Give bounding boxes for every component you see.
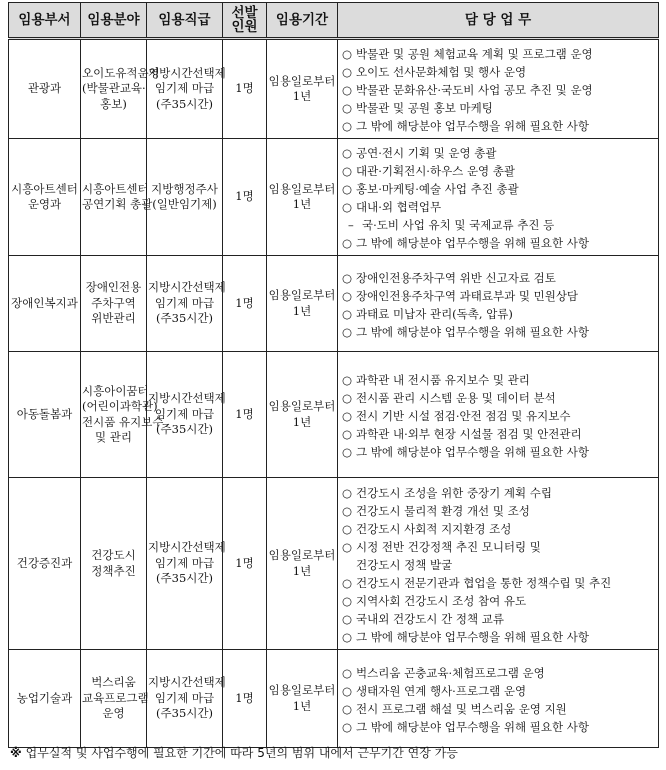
circle-bullet-icon: ○ — [342, 372, 353, 387]
duty-item — [342, 700, 656, 718]
duty-item — [342, 287, 656, 305]
grade-cell-line: 지방시간선택제 — [148, 280, 226, 295]
grade-cell — [147, 650, 226, 748]
department-cell-line: 농업기술과 — [16, 690, 73, 705]
duty-text: 지역사회 건강도시 조성 참여 유도 — [356, 593, 527, 608]
duty-item — [342, 610, 656, 628]
department-cell-line: 운영과 — [27, 197, 62, 211]
duty-text: 박물관 및 공원 홍보 마케팅 — [356, 101, 493, 115]
period-cell-line: 1년 — [292, 414, 312, 429]
department-cell-line: 시흥아트센터 — [11, 181, 78, 196]
duty-item — [342, 520, 656, 538]
circle-bullet-icon: ○ — [342, 200, 353, 214]
period-cell-line: 1년 — [292, 698, 312, 713]
table-row — [9, 352, 659, 478]
field-cell-line: 공연기획 총괄 — [82, 197, 153, 211]
circle-bullet-icon: ○ — [342, 270, 353, 285]
period-cell-line: 임용일로부터 — [268, 73, 336, 88]
department-cell-line: 장애인복지과 — [11, 295, 78, 310]
duty-item — [342, 371, 656, 389]
grade-cell-line: 지방시간선택제 — [148, 391, 226, 406]
duty-text: 국·도비 사업 유치 및 국제교류 추진 등 — [362, 218, 555, 232]
count-cell: 1명 — [223, 139, 267, 256]
duty-text: 대내·외 협력업무 — [356, 200, 442, 214]
field-cell-line: (박물관교육· — [82, 81, 146, 96]
duty-text: 그 밖에 해당분야 업무수행을 위해 필요한 사항 — [356, 236, 590, 250]
duty-item — [342, 682, 656, 700]
circle-bullet-icon: ○ — [342, 611, 353, 626]
circle-bullet-icon: ○ — [342, 701, 353, 716]
duty-text: 홍보·마케팅·예술 사업 추진 총괄 — [356, 182, 519, 196]
count-cell: 1명 — [223, 478, 267, 650]
duties-cell — [338, 478, 659, 650]
duty-text: 과태료 미납자 관리(독촉, 압류) — [356, 306, 513, 321]
field-cell — [81, 352, 164, 478]
department-cell — [9, 256, 81, 352]
circle-bullet-icon: ○ — [342, 236, 353, 250]
duty-text: 벅스리움 곤충교육·체험프로그램 운영 — [356, 665, 545, 680]
department-cell — [9, 139, 81, 256]
duty-item — [342, 117, 656, 135]
duty-text: 시정 전반 건강정책 추진 모니터링 및 — [356, 539, 541, 554]
period-cell — [267, 650, 338, 748]
duties-cell — [338, 139, 659, 256]
footnote — [10, 744, 660, 761]
duty-text: 그 밖에 해당분야 업무수행을 위해 필요한 사항 — [356, 444, 590, 459]
circle-bullet-icon: ○ — [342, 83, 353, 97]
table-row — [9, 39, 659, 139]
grade-cell-line: 임기제 마급 — [154, 555, 215, 570]
department-cell-line: 아동돌봄과 — [16, 406, 73, 421]
circle-bullet-icon: ○ — [342, 47, 353, 61]
duty-item — [342, 323, 656, 341]
duty-item — [342, 538, 656, 556]
circle-bullet-icon: ○ — [342, 629, 353, 644]
table-row — [9, 256, 659, 352]
period-cell — [267, 478, 338, 650]
dash-bullet-icon: – — [348, 218, 354, 232]
duty-text: 과학관 내 전시품 유지보수 및 관리 — [356, 372, 530, 387]
grade-cell-line: (주35시간) — [156, 571, 213, 586]
duty-item — [342, 45, 656, 63]
duty-text: 과학관 내·외부 현장 시설물 점검 및 안전관리 — [356, 426, 582, 441]
circle-bullet-icon: ○ — [342, 408, 353, 423]
field-cell-line: (어린이과학관) — [82, 399, 158, 413]
header-duties: 담 당 업 무 — [338, 3, 659, 39]
period-cell — [267, 39, 338, 139]
table-row — [9, 139, 659, 256]
grade-cell-line: 지방시간선택제 — [148, 65, 226, 80]
duty-item — [342, 269, 656, 287]
duties-cell — [338, 650, 659, 748]
department-cell — [9, 650, 81, 748]
duty-text: 대관·기획전시·하우스 운영 총괄 — [356, 164, 516, 178]
duty-item — [342, 144, 656, 162]
circle-bullet-icon: ○ — [342, 288, 353, 303]
duties-cell — [338, 256, 659, 352]
table-header-row — [9, 3, 659, 39]
grade-cell-line: 임기제 마급 — [154, 690, 215, 705]
grade-cell-line: (주35시간) — [156, 96, 213, 111]
field-cell-line: 주차구역 — [91, 295, 136, 310]
circle-bullet-icon: ○ — [342, 503, 353, 518]
circle-bullet-icon: ○ — [342, 593, 353, 608]
duty-text: 그 밖에 해당분야 업무수행을 위해 필요한 사항 — [356, 119, 590, 133]
duties-cell — [338, 39, 659, 139]
header-department: 임용부서 — [9, 3, 81, 39]
duty-item — [342, 407, 656, 425]
field-cell-line: 정책추진 — [91, 563, 136, 578]
department-cell-line: 건강증진과 — [16, 555, 73, 570]
duty-text: 건강도시 사회적 지지환경 조성 — [356, 521, 512, 536]
duty-item — [342, 664, 656, 682]
recruitment-table — [8, 2, 659, 748]
duty-text: 건강도시 물리적 환경 개선 및 조성 — [356, 503, 530, 518]
circle-bullet-icon: ○ — [342, 182, 353, 196]
duty-text: 건강도시 조성을 위한 중장기 계획 수립 — [356, 485, 553, 500]
table-row — [9, 478, 659, 650]
field-cell-line: 전시품 유지보수 — [82, 414, 164, 429]
circle-bullet-icon: ○ — [342, 119, 353, 133]
duty-item — [342, 592, 656, 610]
duty-text: 박물관 문화유산·국도비 사업 공모 추진 및 운영 — [356, 83, 593, 97]
grade-cell-line: (주35시간) — [156, 706, 213, 721]
grade-cell — [147, 352, 226, 478]
duty-item — [342, 180, 656, 198]
field-cell-line: 건강도시 — [91, 548, 136, 562]
field-cell-line: 교육프로그램 — [82, 690, 149, 705]
grade-cell-line: (일반임기제) — [152, 197, 217, 211]
duty-text: 국내외 건강도시 간 정책 교류 — [356, 611, 504, 626]
circle-bullet-icon: ○ — [342, 426, 353, 441]
period-cell-line: 1년 — [292, 197, 312, 211]
header-grade: 임용직급 — [147, 3, 223, 39]
circle-bullet-icon: ○ — [342, 306, 353, 321]
field-cell-line: 벅스리움 — [91, 675, 136, 690]
period-cell-line: 임용일로부터 — [268, 288, 336, 302]
grade-cell — [147, 139, 223, 256]
duty-item — [342, 198, 656, 216]
field-cell-line: 시흥아이꿈터 — [82, 383, 149, 398]
duty-item — [342, 81, 656, 99]
circle-bullet-icon: ○ — [342, 539, 353, 554]
duty-text: 장애인전용주차구역 과태료부과 및 민원상담 — [356, 288, 579, 303]
duty-item — [342, 718, 656, 736]
count-cell: 1명 — [223, 256, 267, 352]
circle-bullet-icon: ○ — [342, 665, 353, 680]
count-cell: 1명 — [223, 352, 267, 478]
field-cell-line: 위반관리 — [91, 311, 136, 326]
circle-bullet-icon: ○ — [342, 324, 353, 339]
circle-bullet-icon: ○ — [342, 65, 353, 79]
field-cell — [81, 650, 147, 748]
department-cell — [9, 478, 81, 650]
count-cell: 1명 — [223, 650, 267, 748]
field-cell-line: 장애인전용 — [85, 280, 142, 295]
grade-cell — [147, 39, 226, 139]
duty-item — [342, 305, 656, 323]
duty-item — [342, 389, 656, 407]
circle-bullet-icon: ○ — [342, 521, 353, 536]
duty-text: 건강도시 정책 발굴 — [356, 557, 453, 572]
circle-bullet-icon: ○ — [342, 444, 353, 459]
field-cell-line: 오이도유적운영 — [82, 65, 160, 80]
duty-text: 박물관 및 공원 체험교육 계획 및 프로그램 운영 — [356, 47, 593, 61]
grade-cell-line: 임기제 마급 — [154, 81, 215, 96]
footnote-mark: ※ — [10, 746, 22, 760]
duty-item — [342, 99, 656, 117]
department-cell-line: 관광과 — [27, 81, 62, 96]
duty-text: 건강도시 전문기관과 협업을 통한 정책수립 및 추진 — [356, 575, 612, 590]
field-cell — [81, 478, 147, 650]
duty-text: 그 밖에 해당분야 업무수행을 위해 필요한 사항 — [356, 719, 590, 734]
duty-item — [342, 425, 656, 443]
grade-cell-line: 지방행정주사 — [151, 181, 218, 196]
duty-item — [342, 63, 656, 81]
department-cell — [9, 352, 81, 478]
header-period: 임용기간 — [267, 3, 338, 39]
period-cell-line: 임용일로부터 — [268, 181, 336, 196]
grade-cell — [147, 478, 226, 650]
field-cell-line: 및 관리 — [95, 430, 132, 444]
period-cell-line: 1년 — [292, 303, 312, 318]
grade-cell — [147, 256, 226, 352]
header-field: 임용분야 — [81, 3, 147, 39]
duty-text: 그 밖에 해당분야 업무수행을 위해 필요한 사항 — [356, 629, 590, 644]
grade-cell-line: 지방시간선택제 — [148, 675, 226, 690]
duty-text: 전시 프로그램 해설 및 벅스리움 운영 지원 — [356, 701, 567, 716]
period-cell — [267, 256, 338, 352]
header-count-line: 선발 — [231, 5, 258, 21]
duty-item — [342, 484, 656, 502]
field-cell — [81, 139, 153, 256]
field-cell — [81, 256, 147, 352]
circle-bullet-icon: ○ — [342, 101, 353, 115]
duty-text: 오이도 선사문화체험 및 행사 운영 — [356, 65, 527, 79]
duty-item — [342, 216, 656, 234]
department-cell — [9, 39, 81, 139]
duty-text: 장애인전용주차구역 위반 신고자료 검토 — [356, 270, 556, 285]
duty-text: 전시 기반 시설 점검·안전 점검 및 유지보수 — [356, 408, 571, 423]
circle-bullet-icon: ○ — [342, 719, 353, 734]
field-cell-line: 시흥아트센터 — [82, 181, 149, 196]
duty-item — [342, 574, 656, 592]
table-body — [9, 39, 659, 748]
circle-bullet-icon: ○ — [342, 146, 353, 160]
duty-text: 공연·전시 기획 및 운영 총괄 — [356, 146, 497, 160]
circle-bullet-icon: ○ — [342, 575, 353, 590]
period-cell — [267, 352, 338, 478]
period-cell-line: 임용일로부터 — [268, 683, 336, 697]
duty-item — [342, 556, 656, 574]
period-cell — [267, 139, 338, 256]
header-count — [223, 3, 267, 39]
period-cell-line: 1년 — [292, 563, 312, 578]
field-cell-line: 운영 — [102, 706, 125, 721]
duties-cell — [338, 352, 659, 478]
duty-item — [342, 628, 656, 646]
duty-text: 전시품 관리 시스템 운용 및 데이터 분석 — [356, 390, 556, 405]
footnote-text: 업무실적 및 사업수행에 필요한 기간에 따라 5년의 범위 내에서 근무기간 연장 가능 — [25, 746, 458, 760]
count-cell: 1명 — [223, 39, 267, 139]
duty-item — [342, 502, 656, 520]
circle-bullet-icon: ○ — [342, 485, 353, 500]
duty-item — [342, 443, 656, 461]
duty-item — [342, 162, 656, 180]
circle-bullet-icon: ○ — [342, 164, 353, 178]
grade-cell-line: (주35시간) — [156, 422, 213, 437]
period-cell-line: 임용일로부터 — [268, 399, 336, 413]
header-count-line: 인원 — [231, 19, 258, 35]
table-row — [9, 650, 659, 748]
grade-cell-line: 지방시간선택제 — [148, 540, 226, 555]
header-count-label — [223, 6, 266, 34]
grade-cell-line: (주35시간) — [156, 311, 213, 326]
circle-bullet-icon: ○ — [342, 683, 353, 698]
period-cell-line: 임용일로부터 — [268, 548, 336, 562]
duty-text: 그 밖에 해당분야 업무수행을 위해 필요한 사항 — [356, 324, 590, 339]
grade-cell-line: 임기제 마급 — [154, 295, 215, 310]
field-cell — [81, 39, 160, 139]
period-cell-line: 1년 — [292, 89, 312, 103]
circle-bullet-icon: ○ — [342, 390, 353, 405]
field-cell-line: 홍보) — [100, 96, 127, 111]
duty-item — [342, 234, 656, 252]
duty-text: 생태자원 연계 행사·프로그램 운영 — [356, 683, 527, 698]
grade-cell-line: 임기제 마급 — [154, 406, 215, 421]
